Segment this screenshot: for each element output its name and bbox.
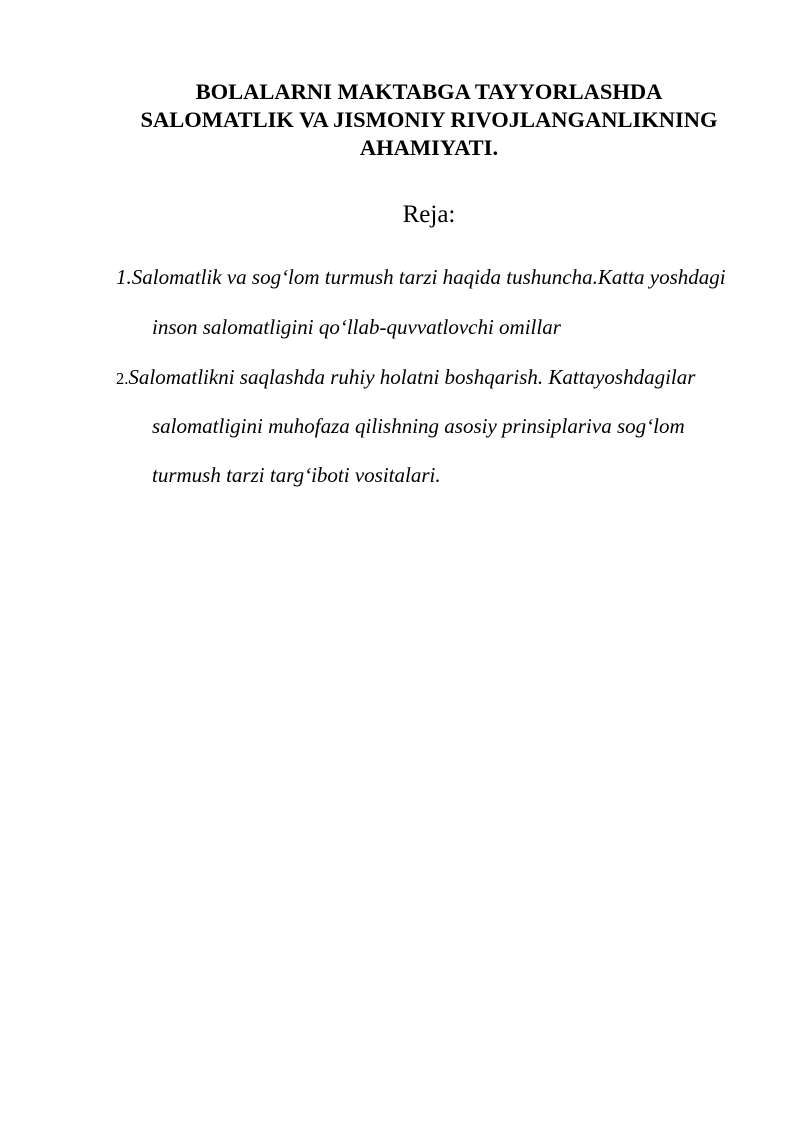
plan-item-number: 1. [116, 265, 132, 289]
title-line: SALOMATLIK VA JISMONIY RIVOJLANGANLIKNING [140, 107, 718, 132]
plan-item-2-line-2: salomatligini muhofaza qilishning asosiy prinsiplariva sog‘lom [152, 414, 685, 438]
plan-item-number: 2. [116, 369, 129, 388]
title-line: BOLALARNI MAKTABGA TAYYORLASHDA [195, 79, 663, 104]
plan-item-2-line-3: turmush tarzi targ‘iboti vositalari. [152, 463, 441, 487]
plan-heading: Reja: [402, 201, 456, 228]
plan-item-text: Salomatlik va sog‘lom turmush tarzi haqida tushuncha.Katta yoshdagi [131, 265, 726, 289]
plan-item-1-line-2: inson salomatligini qo‘llab-quvvatlovchi omillar [152, 315, 561, 339]
title-line: AHAMIYATI. [359, 135, 499, 160]
plan-item-text: Salomatlikni saqlashda ruhiy holatni boshqarish. Kattayoshdagilar [128, 365, 696, 389]
plan-item-1-line-1 [116, 264, 726, 290]
document-title [100, 78, 758, 162]
plan-item-2-line-1 [116, 364, 695, 392]
